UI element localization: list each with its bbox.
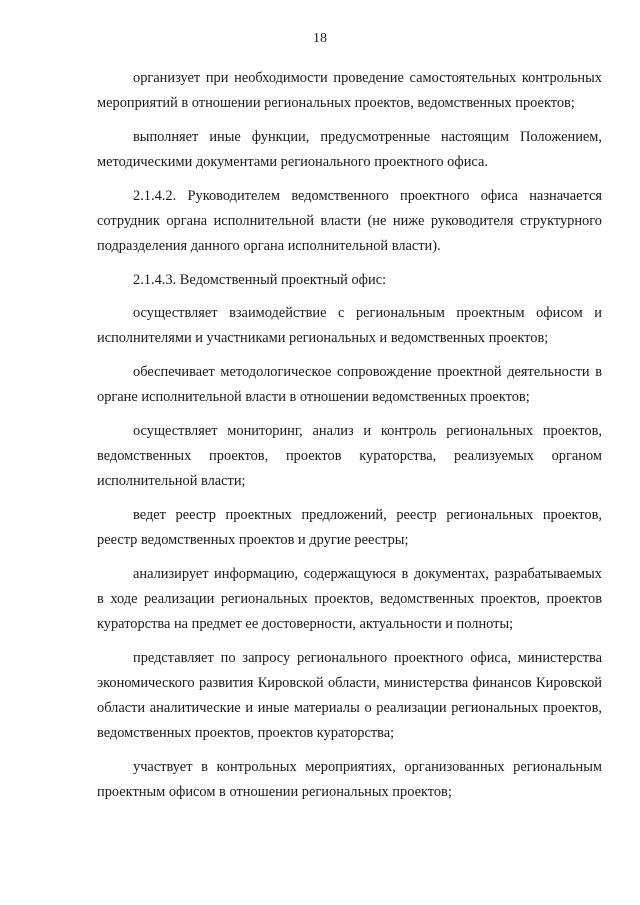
paragraph-2-1-4-3: 2.1.4.3. Ведомственный проектный офис: (133, 272, 387, 288)
paragraph-registry: ведет реестр проектных предложений, реестр региональных проектов, реестр ведомственных проектов и другие реестры; (97, 507, 602, 548)
paragraph-interaction: осуществляет взаимодействие с региональным проектным офисом и исполнителями и участниками региональных и ведомственных проектов; (97, 305, 602, 346)
paragraph-monitoring: осуществляет мониторинг, анализ и контроль региональных проектов, ведомственных проектов, проектов кураторства, реализуемых органом исполнительной власти; (97, 423, 602, 489)
page-number: 18 (313, 31, 327, 46)
paragraph-methodology: обеспечивает методологическое сопровождение проектной деятельности в органе исполнительной власти в отношении ведомственных проектов; (97, 364, 602, 405)
paragraph-other-functions: выполняет иные функции, предусмотренные настоящим Положением, методическими документами регионального проектного офиса. (97, 129, 602, 170)
paragraph-organize-checks: организует при необходимости проведение самостоятельных контрольных мероприятий в отношении региональных проектов, ведомственных проектов; (97, 70, 602, 111)
paragraph-2-1-4-2: 2.1.4.2. Руководителем ведомственного проектного офиса назначается сотрудник органа исполнительной власти (не ниже руководителя структурного подразделения данного органа исполнительной власти). (97, 188, 602, 254)
paragraph-materials: представляет по запросу регионального проектного офиса, министерства экономического развития Кировской области, министерства финансов Кировской области аналитические и иные материалы о реализации региональных проектов, ведомственных проектов, проектов кураторства; (97, 650, 602, 741)
paragraph-control-events: участвует в контрольных мероприятиях, организованных региональным проектным офисом в отношении региональных проектов; (97, 759, 602, 800)
document-body (97, 66, 602, 814)
paragraph-analysis: анализирует информацию, содержащуюся в документах, разрабатываемых в ходе реализации региональных проектов, ведомственных проектов, проектов кураторства на предмет ее достоверности, актуальности и полноты; (97, 566, 602, 632)
